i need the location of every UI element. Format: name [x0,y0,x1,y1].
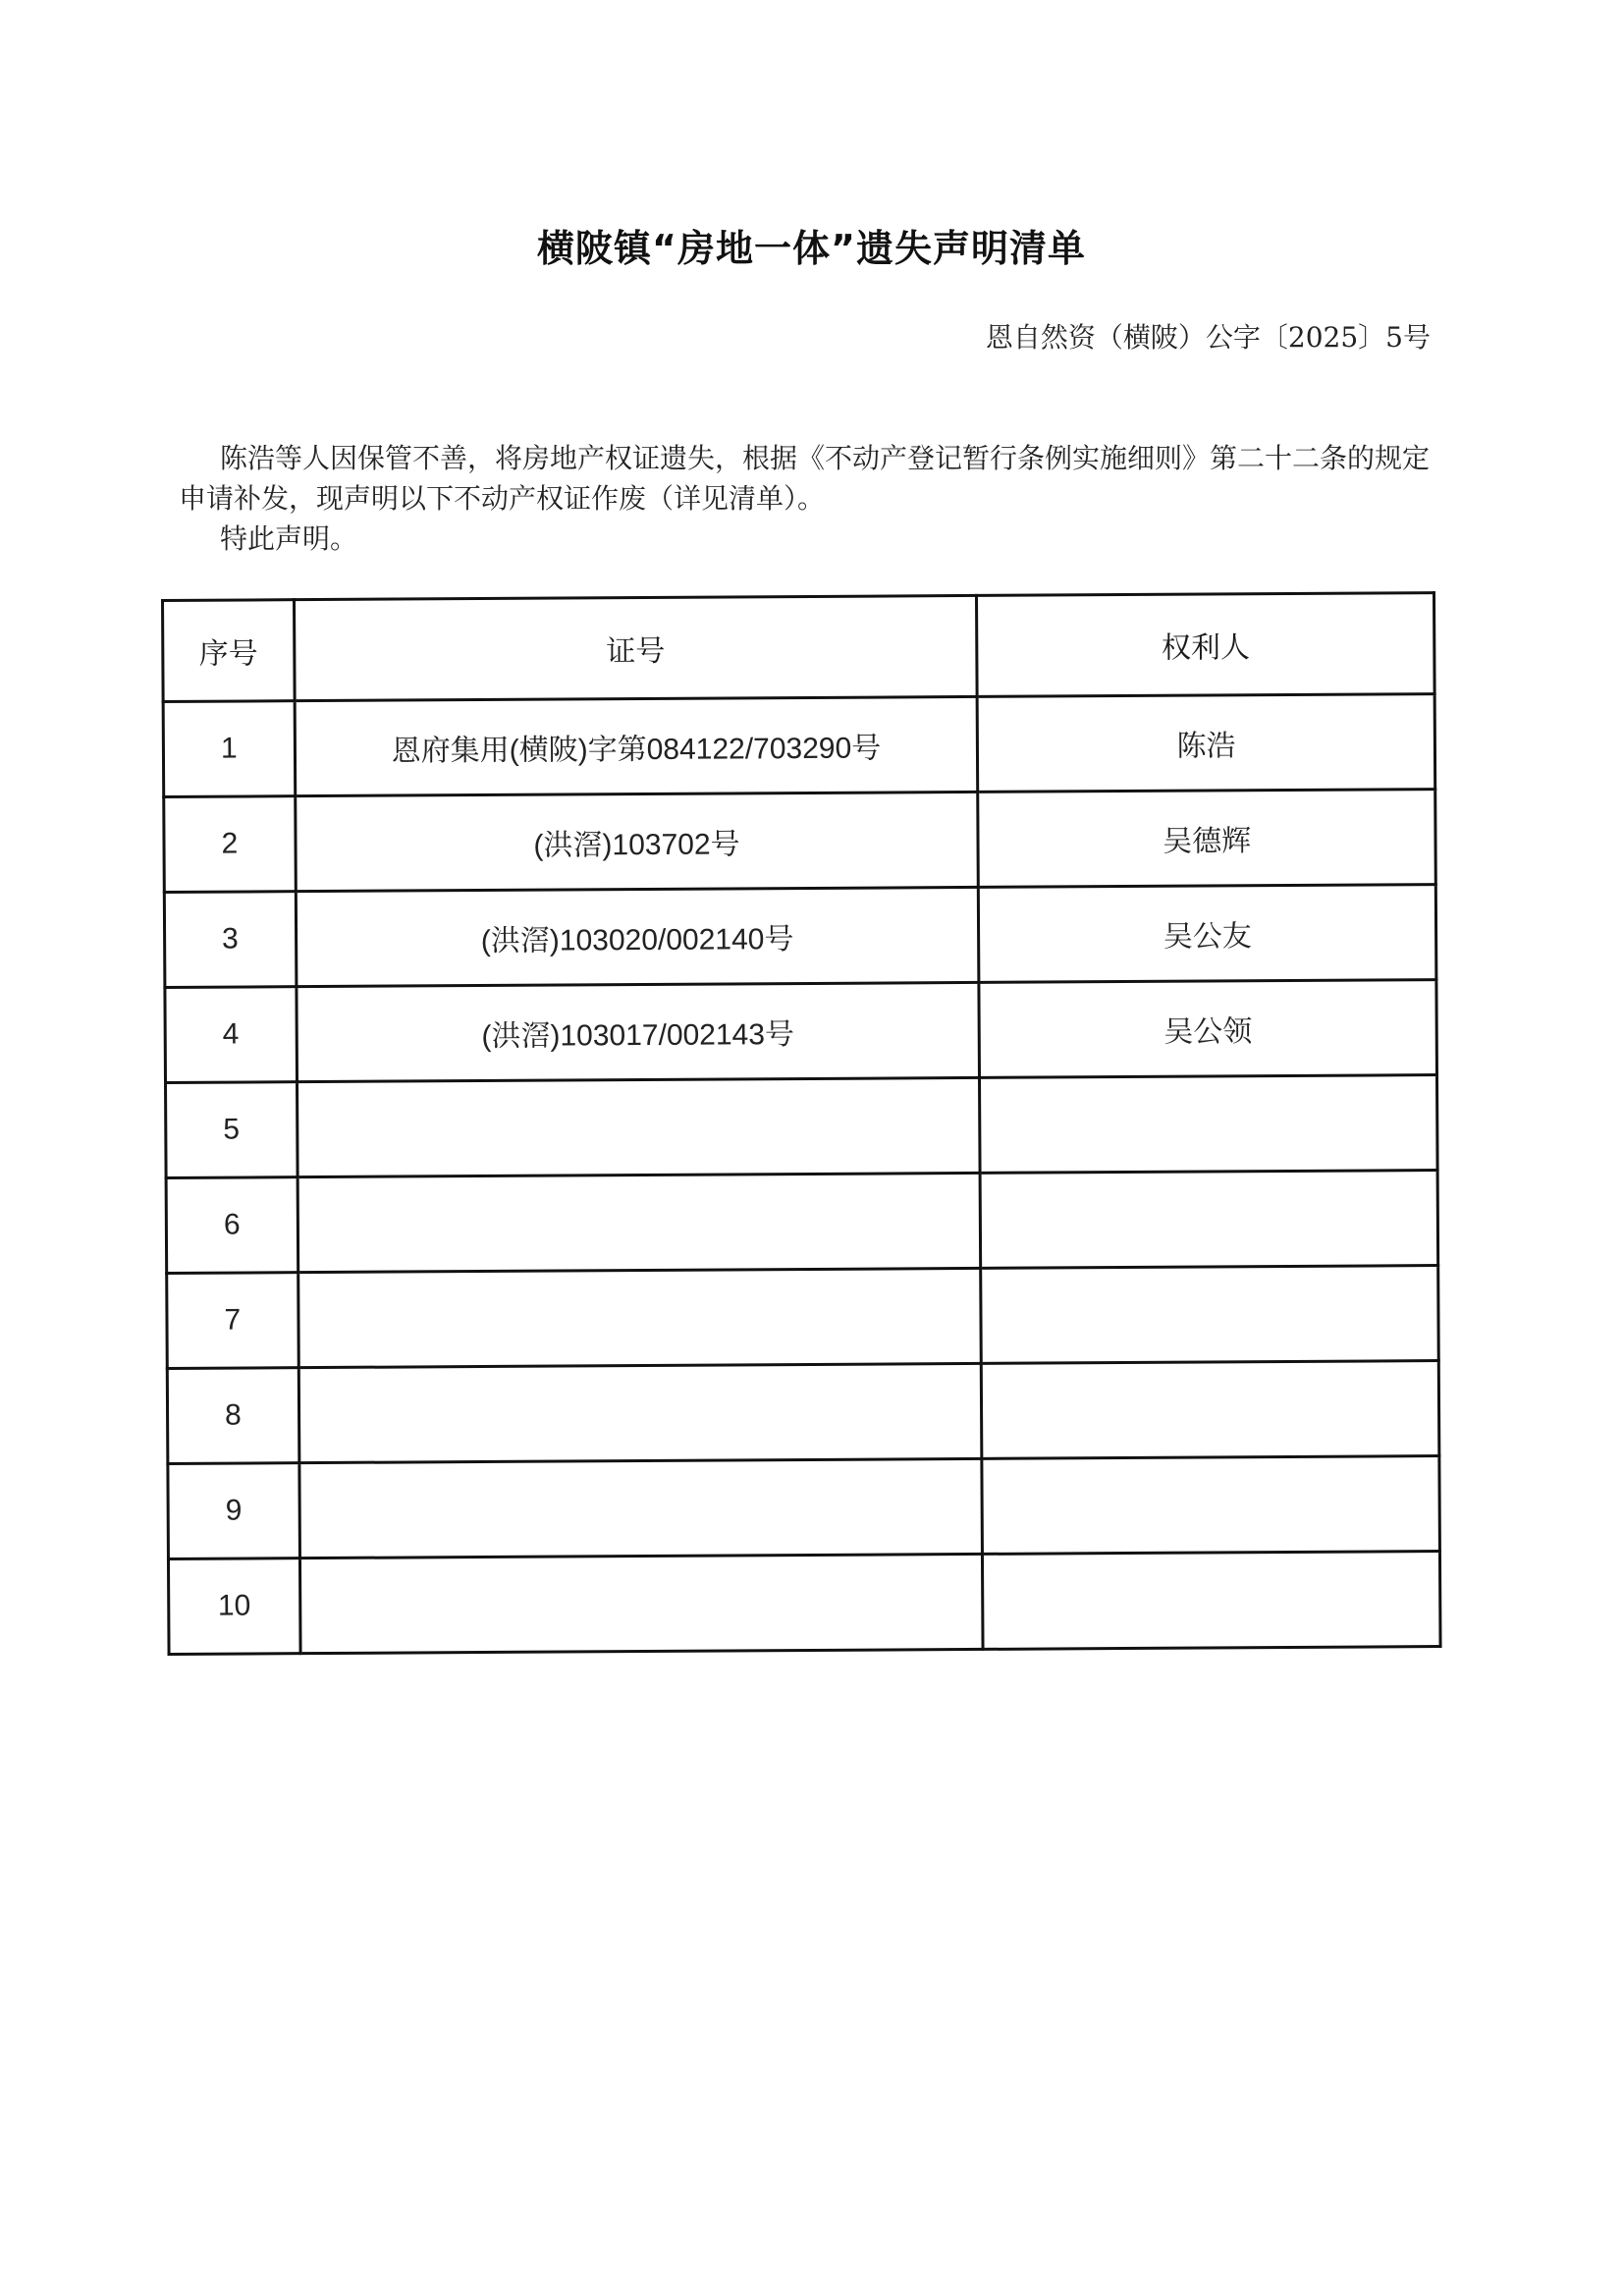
header-serial-number: 序号 [163,600,295,702]
lost-certificate-table [161,591,1442,1656]
rights-holder: 陈浩 [977,694,1434,793]
closing-statement: 特此声明。 [220,522,358,555]
certificate-number [298,1268,981,1367]
table-row [164,790,1436,893]
rights-holder [980,1171,1437,1269]
certificate-number [298,1363,982,1462]
certificate-number [299,1554,983,1653]
certificate-number [298,1173,981,1272]
table-row [166,1075,1438,1178]
table-row [168,1456,1440,1559]
certificate-number [299,1458,983,1558]
rights-holder [982,1361,1439,1459]
table-header-row [163,593,1435,702]
serial-number: 8 [167,1368,298,1464]
rights-holder: 吴德辉 [978,790,1435,888]
rights-holder [982,1456,1439,1555]
declaration-paragraph: 陈浩等人因保管不善，将房地产权证遗失，根据《不动产登记暂行条例实施细则》第二十二条的规定申请补发，现声明以下不动产权证作废（详见清单）。 [179,442,1431,515]
table-row [163,694,1435,797]
serial-number: 4 [165,987,297,1083]
document-title: 横陂镇“房地一体”遗失声明清单 [537,227,1086,270]
serial-number: 9 [168,1463,299,1559]
table-row [164,885,1436,988]
rights-holder [983,1552,1440,1650]
table-row [168,1552,1440,1655]
serial-number: 6 [166,1177,298,1274]
certificate-number: (洪滘)103020/002140号 [296,887,979,986]
table-row [167,1266,1439,1369]
certificate-number: 恩府集用(横陂)字第084122/703290号 [295,696,978,795]
serial-number: 10 [168,1558,299,1655]
rights-holder: 吴公友 [979,885,1436,983]
certificate-number: (洪滘)103017/002143号 [297,982,980,1081]
rights-holder [980,1075,1437,1174]
certificate-number [297,1077,980,1176]
table-row [166,1171,1438,1274]
serial-number: 3 [164,892,296,988]
reference-number: 恩自然资（横陂）公字〔2025〕5号 [985,321,1431,354]
header-rights-holder: 权利人 [977,593,1434,697]
certificate-number: (洪滘)103702号 [295,792,978,891]
serial-number: 5 [166,1082,298,1178]
rights-holder: 吴公领 [979,980,1436,1078]
serial-number: 2 [164,796,296,893]
serial-number: 7 [167,1273,298,1369]
table-row [167,1361,1439,1464]
rights-holder [981,1266,1438,1364]
header-certificate-number: 证号 [294,595,977,700]
table-row [165,980,1437,1083]
serial-number: 1 [163,701,295,797]
